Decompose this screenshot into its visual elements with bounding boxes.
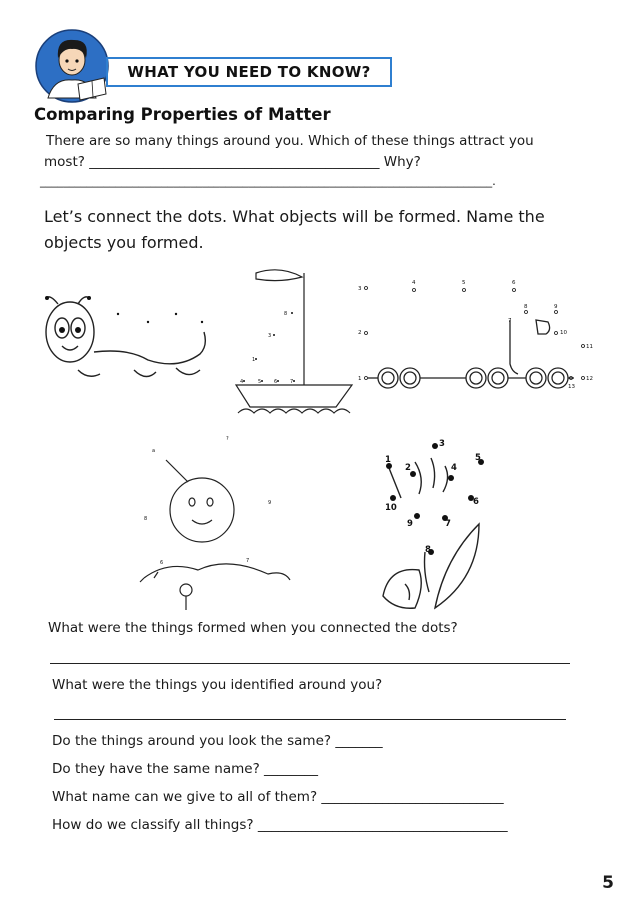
caterpillar-dot-puzzle [38, 290, 228, 390]
svg-text:8: 8 [524, 304, 528, 310]
svg-text:9: 9 [554, 304, 558, 310]
section-header-box [106, 57, 392, 87]
svg-text:3: 3 [439, 439, 445, 449]
svg-text:5: 5 [462, 280, 466, 286]
question-name-for-all: What name can we give to all of them? ___________________________ [52, 789, 504, 805]
connect-instruction-line-1: Let’s connect the dots. What objects will be formed. Name the [44, 207, 545, 226]
svg-text:11: 11 [586, 344, 593, 350]
answer-line-things-identified[interactable] [54, 719, 566, 720]
train-dot-puzzle [352, 272, 602, 397]
sun-dot-puzzle [138, 432, 298, 612]
svg-text:6: 6 [512, 280, 516, 286]
answer-line-things-formed[interactable] [50, 663, 570, 664]
svg-text:8: 8 [144, 516, 148, 522]
boat-dot-6: 6 [274, 379, 278, 385]
page-title: Comparing Properties of Matter [34, 105, 331, 124]
svg-text:12: 12 [586, 376, 593, 382]
svg-text:1: 1 [358, 376, 362, 382]
boat-dot-5: 5 [258, 379, 262, 385]
question-things-formed: What were the things formed when you connected the dots? [48, 620, 458, 636]
svg-text:13: 13 [568, 384, 575, 390]
svg-text:7: 7 [445, 519, 451, 529]
boat-dot-7: 7 [290, 379, 294, 385]
svg-text:1: 1 [385, 455, 391, 465]
section-header-title: WHAT YOU NEED TO KNOW? [127, 63, 371, 81]
svg-text:6: 6 [160, 560, 164, 566]
svg-text:10: 10 [560, 330, 567, 336]
svg-text:4: 4 [451, 463, 457, 473]
flower-dot-puzzle [375, 438, 500, 613]
svg-text:4: 4 [412, 280, 416, 286]
boat-dot-1: 1 [252, 357, 256, 363]
svg-text:9: 9 [268, 500, 272, 506]
question-things-identified: What were the things you identified around you? [52, 677, 383, 693]
svg-text:3: 3 [358, 286, 362, 292]
question-classify-things: How do we classify all things? _____________________________________ [52, 817, 508, 833]
sailboat-dot-puzzle [232, 265, 357, 415]
svg-text:?: ? [226, 436, 229, 442]
svg-text:7: 7 [508, 318, 512, 324]
connect-instruction-line-2: objects you formed. [44, 233, 204, 252]
intro-line-3: ______________________________________________________________________________. [40, 174, 496, 188]
intro-line-1: There are so many things around you. Which of these things attract you [46, 133, 534, 149]
student-reading-avatar [34, 28, 110, 104]
svg-text:5: 5 [475, 453, 481, 463]
svg-text:2: 2 [358, 330, 362, 336]
svg-text:7: 7 [246, 558, 250, 564]
boat-dot-3: 3 [268, 333, 272, 339]
intro-line-2: most? ___________________________________________ Why? [44, 154, 421, 170]
svg-text:2: 2 [405, 463, 411, 473]
page-number: 5 [602, 873, 614, 893]
svg-text:9: 9 [407, 519, 413, 529]
boat-dot-8: 8 [284, 311, 288, 317]
svg-text:6: 6 [473, 497, 479, 507]
question-look-the-same: Do the things around you look the same? _______ [52, 733, 383, 749]
svg-text:10: 10 [385, 503, 397, 513]
question-same-name: Do they have the same name? ________ [52, 761, 319, 777]
svg-text:a: a [152, 448, 156, 454]
boat-dot-4: 4 [240, 379, 244, 385]
svg-text:8: 8 [425, 545, 431, 555]
